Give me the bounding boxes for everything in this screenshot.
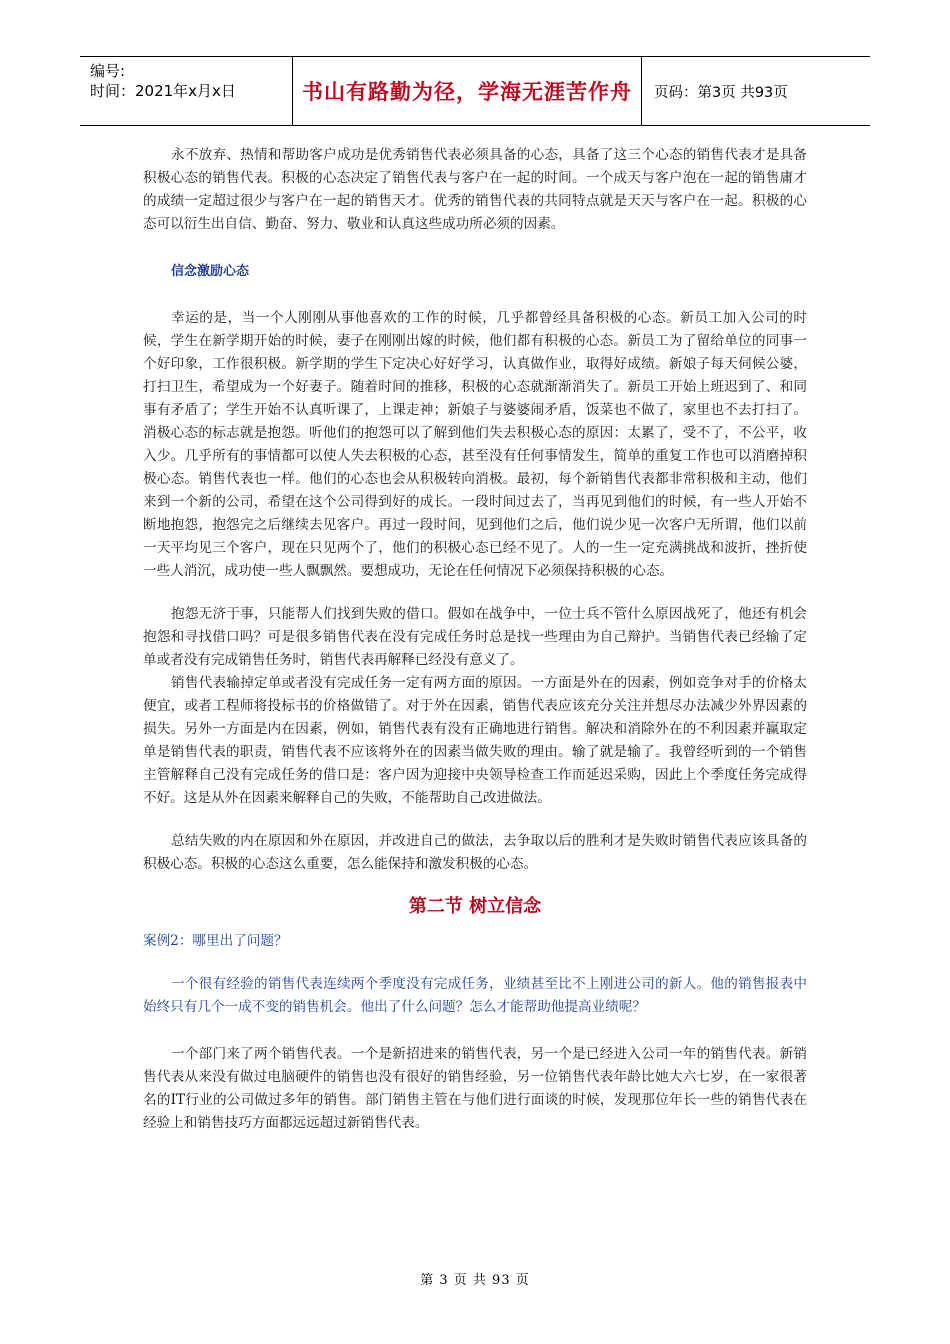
section-title: 第二节 树立信念 bbox=[408, 896, 542, 917]
subheading: 信念激励心态 bbox=[171, 264, 250, 279]
date-line: 时间：2021年x月x日 bbox=[90, 82, 236, 100]
page-header bbox=[80, 56, 870, 126]
case-description: 一个很有经验的销售代表连续两个季度没有完成任务，业绩甚至比不上刚进公司的新人。他的销售报表中始终只有几个一成不变的销售机会。他出了什么问题？怎么才能帮助他提高业绩呢？ bbox=[143, 976, 807, 1015]
paragraph: 销售代表输掉定单或者没有完成任务一定有两方面的原因。一方面是外在的因素，例如竞争对手的价格太便宜，或者工程师将投标书的价格做错了。对于外在因素，销售代表应该充分关注并想尽办法减少外界因素的损失。另外一方面是内在因素，例如，销售代表有没有正确地进行销售。解决和消除外在的不利因素并赢取定单是销售代表的职责，销售代表不应该将外在的因素当做失败的理由。输了就是输了。我曾经听到的一个销售主管解释自己没有完成任务的借口是：客户因为迎接中央领导检查工作而延迟采购，因此上个季度任务完成得不好。这是从外在因素来解释自己的失败，不能帮助自己改进做法。 bbox=[143, 675, 807, 806]
serial-label: 编号: bbox=[90, 62, 126, 80]
paragraph: 抱怨无济于事，只能帮人们找到失败的借口。假如在战争中，一位士兵不管什么原因战死了，他还有机会抱怨和寻找借口吗？可是很多销售代表在没有完成任务时总是找一些理由为自己辩护。当销售代表已经输了定单或者没有完成销售任务时，销售代表再解释已经没有意义了。 bbox=[143, 606, 807, 668]
case-title: 案例2：哪里出了问题？ bbox=[143, 933, 288, 949]
header-page-info: 页码：第3页 共93页 bbox=[654, 84, 788, 101]
paragraph: 一个部门来了两个销售代表。一个是新招进来的销售代表，另一个是已经进入公司一年的销售代表。新销售代表从来没有做过电脑硬件的销售也没有很好的销售经验，另一位销售代表年龄比她大六七岁，在一家很著名的IT行业的公司做过多年的销售。部门销售主管在与他们进行面谈的时候，发现那位年长一些的销售代表在经验上和销售技巧方面都远远超过新销售代表。 bbox=[143, 1046, 807, 1131]
page-footer: 第 3 页 共 93 页 bbox=[420, 1273, 530, 1288]
header-motto: 书山有路勤为径，学海无涯苦作舟 bbox=[293, 57, 642, 125]
paragraph: 总结失败的内在原因和外在原因，并改进自己的做法，去争取以后的胜利才是失败时销售代表应该具备的积极心态。积极的心态这么重要，怎么能保持和激发积极的心态。 bbox=[143, 833, 807, 872]
paragraph: 幸运的是，当一个人刚刚从事他喜欢的工作的时候，几乎都曾经具备积极的心态。新员工加入公司的时候，学生在新学期开始的时候，妻子在刚刚出嫁的时候，他们都有积极的心态。新员工为了留给单位的同事一个好印象，工作很积极。新学期的学生下定决心好好学习，认真做作业，取得好成绩。新娘子每天伺候公婆，打扫卫生，希望成为一个好妻子。随着时间的推移，积极的心态就渐渐消失了。新员工开始上班迟到了、和同事有矛盾了；学生开始不认真听课了，上课走神；新娘子与婆婆闹矛盾，饭菜也不做了，家里也不去打扫了。消极心态的标志就是抱怨。听他们的抱怨可以了解到他们失去积极心态的原因：太累了，受不了，不公平，收入少。几乎所有的事情都可以使人失去积极的心态，甚至没有任何事情发生，简单的重复工作也可以消磨掉积极心态。销售代表也一样。他们的心态也会从积极转向消极。最初，每个新销售代表都非常积极和主动，他们来到一个新的公司，希望在这个公司得到好的成长。一段时间过去了，当再见到他们的时候，有一些人开始不断地抱怨，抱怨完之后继续去见客户。再过一段时间，见到他们之后，他们说少见一次客户无所谓，他们以前一天平均见三个客户，现在只见两个了，他们的积极心态已经不见了。人的一生一定充满挑战和波折，挫折使一些人消沉，成功使一些人飘飘然。要想成功，无论在任何情况下必须保持积极的心态。 bbox=[143, 310, 807, 579]
document-body bbox=[143, 144, 807, 1135]
header-meta bbox=[80, 57, 293, 125]
paragraph: 永不放弃、热情和帮助客户成功是优秀销售代表必须具备的心态，具备了这三个心态的销售代表才是具备积极心态的销售代表。积极的心态决定了销售代表与客户在一起的时间。一个成天与客户泡在一起的销售庸才的成绩一定超过很少与客户在一起的销售天才。优秀的销售代表的共同特点就是天天与客户在一起。积极的心态可以衍生出自信、勤奋、努力、敬业和认真这些成功所必须的因素。 bbox=[143, 147, 807, 232]
